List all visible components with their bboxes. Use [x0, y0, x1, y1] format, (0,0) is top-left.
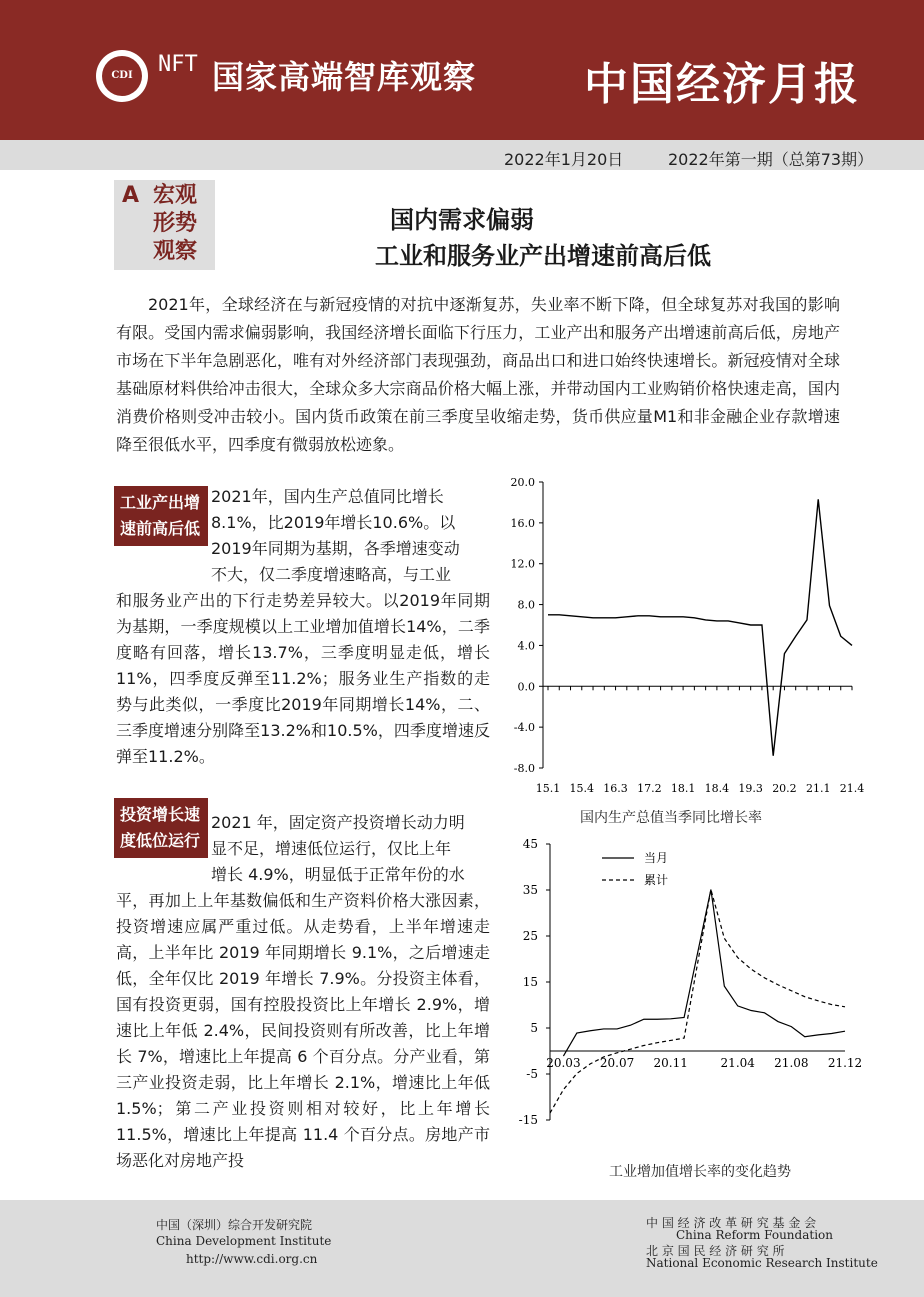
issue-number: 2022年第一期（总第73期）	[668, 150, 874, 169]
y-tick-label: -15	[518, 1113, 538, 1127]
x-tick-label: 20.07	[599, 1056, 635, 1070]
x-tick-label: 16.3	[603, 782, 628, 795]
sec1-line: 2019年同期为基期，各季增速变动	[211, 539, 460, 558]
x-tick-label: 21.08	[774, 1056, 809, 1070]
sec1-line: 2021年，国内生产总值同比增长	[211, 487, 444, 506]
sec1-line: 8.1%，比2019年增长10.6%。以	[211, 513, 456, 532]
article-title-line2: 工业和服务业产出增速前高后低	[375, 242, 711, 270]
x-tick-label: 18.1	[670, 782, 696, 795]
nft-logo: NFT	[158, 52, 198, 77]
sec2-line: 2021 年，固定资产投资增长动力明	[211, 813, 465, 832]
y-tick-label: -8.0	[513, 762, 535, 775]
x-tick-label: 21.1	[805, 782, 831, 795]
subhead-industrial-output: 工业产出增速前高后低	[114, 486, 208, 546]
section-label: 宏观形势观察	[153, 183, 198, 264]
sec2-line: 显不足，增速低位运行，仅比上年	[211, 839, 452, 858]
footer-cdi-url: http://www.cdi.org.cn	[186, 1252, 318, 1266]
cdi-logo	[96, 50, 148, 102]
gdp-chart-title: 国内生产总值当季同比增长率	[580, 810, 762, 826]
y-tick-label: 45	[522, 837, 538, 851]
legend-label: 累计	[644, 873, 669, 887]
x-tick-label: 20.03	[546, 1056, 581, 1070]
think-tank-logo-calligraphy: 国家高端智库观察	[212, 58, 477, 96]
y-tick-label: 12.0	[510, 557, 535, 571]
x-tick-label: 20.2	[772, 782, 797, 795]
sec1-line: 不大，仅二季度增速略高，与工业	[211, 565, 452, 584]
industrial-growth-chart	[500, 832, 880, 1132]
y-tick-label: -4.0	[513, 721, 535, 735]
x-tick-label: 21.04	[720, 1056, 755, 1070]
intro-paragraph: 2021年，全球经济在与新冠疫情的对抗中逐渐复苏，失业率不断下降，但全球复苏对我国的影响有限。受国内需求偏弱影响，我国经济增长面临下行压力，工业产出和服务产出增速前高后低，房地产市场在下半年急剧恶化，唯有对外经济部门表现强劲，商品出口和进口始终快速增长。新冠疫情对全球基础原材料供给冲击很大，全球众多大宗商品价格大幅上涨，并带动国内工业购销价格快速走高，国内消费价格则受冲击较小。国内货币政策在前三季度呈收缩走势，货币供应量M1和非金融企业存款增速降至很低水平，四季度有微弱放松迹象。	[116, 295, 840, 454]
subhead-investment: 投资增长速度低位运行	[114, 798, 208, 858]
x-tick-label: 20.11	[653, 1056, 688, 1070]
y-tick-label: 15	[522, 975, 538, 989]
y-tick-label: 20.0	[510, 476, 535, 489]
footer-neri-en: National Economic Research Institute	[646, 1256, 878, 1270]
x-tick-label: 19.3	[738, 782, 763, 795]
publish-date: 2022年1月20日	[504, 150, 624, 169]
sec1-wrap-lines	[211, 484, 491, 588]
y-tick-label: 5	[530, 1021, 538, 1035]
monthly-series-line	[563, 890, 845, 1057]
y-tick-label: 4.0	[517, 639, 535, 653]
sec1-paragraph: 和服务业产出的下行走势差异较大。以2019年同期为基期，一季度规模以上工业增加值增长14%，二季度略有回落，增长13.7%，三季度明显走低，增长11%，四季度反弹至11.2%；服务业生产指数的走势与此类似，一季度比2019年同期增长14%，二、三季度增速分别降至13.2%和10.5%，四季度增速反弹至11.2%。	[116, 591, 490, 766]
footer-crf-en: China Reform Foundation	[676, 1228, 833, 1242]
sec2-paragraph: 平，再加上上年基数偏低和生产资料价格大涨因素，投资增速应属严重过低。从走势看，上半年增速走高，上半年比 2019 年同期增长 9.1%，之后增速走低，全年仅比 2019 年增长 7.9%。分投资主体看，国有投资更弱，国有控股投资比上年增长 2.9%，增速比上年低 2.4%，民间投资则有所改善，比上年增长 7%，增速比上年提高 6 个百分点。分产业看，第三产业投资走弱，比上年增长 2.1%，增速比上年低 1.5%；第二产业投资则相对较好，比上年增长 11.5%，增速比上年提高 11.4 个百分点。房地产市场恶化对房地产投	[116, 891, 490, 1170]
y-tick-label: 35	[522, 883, 538, 897]
sec2-line: 增长 4.9%，明显低于正常年份的水	[211, 865, 465, 884]
gdp-growth-chart	[500, 470, 880, 800]
masthead-title: 中国经济月报	[584, 59, 860, 110]
article-title-line1: 国内需求偏弱	[390, 206, 534, 234]
footer-cdi-cn: 中国（深圳）综合开发研究院	[156, 1218, 313, 1232]
section-letter: A	[122, 183, 140, 208]
x-tick-label: 15.4	[569, 782, 595, 795]
footer-crf-cn: 中 国 经 济 改 革 研 究 基 金 会	[646, 1216, 817, 1230]
x-tick-label: 15.1	[535, 782, 561, 795]
gdp-series-line	[548, 499, 852, 755]
sec2-wrap-lines	[211, 810, 491, 888]
y-tick-label: 8.0	[517, 598, 535, 612]
x-tick-label: 17.2	[637, 782, 662, 795]
footer-cdi-en: China Development Institute	[156, 1234, 332, 1248]
y-tick-label: 16.0	[510, 516, 535, 530]
y-tick-label: 25	[522, 929, 538, 943]
cdi-logo-text: CDI	[102, 56, 142, 96]
cumulative-series-line	[550, 890, 845, 1114]
x-tick-label: 21.12	[827, 1056, 863, 1070]
masthead-band	[0, 0, 924, 140]
y-tick-label: -5	[526, 1067, 538, 1081]
y-tick-label: 0.0	[517, 680, 535, 694]
x-tick-label: 21.4	[839, 782, 865, 795]
industrial-chart-title: 工业增加值增长率的变化趋势	[609, 1164, 791, 1180]
footer-neri-cn: 北 京 国 民 经 济 研 究 所	[646, 1244, 785, 1258]
x-tick-label: 18.4	[704, 782, 730, 795]
legend-label: 当月	[644, 851, 669, 865]
